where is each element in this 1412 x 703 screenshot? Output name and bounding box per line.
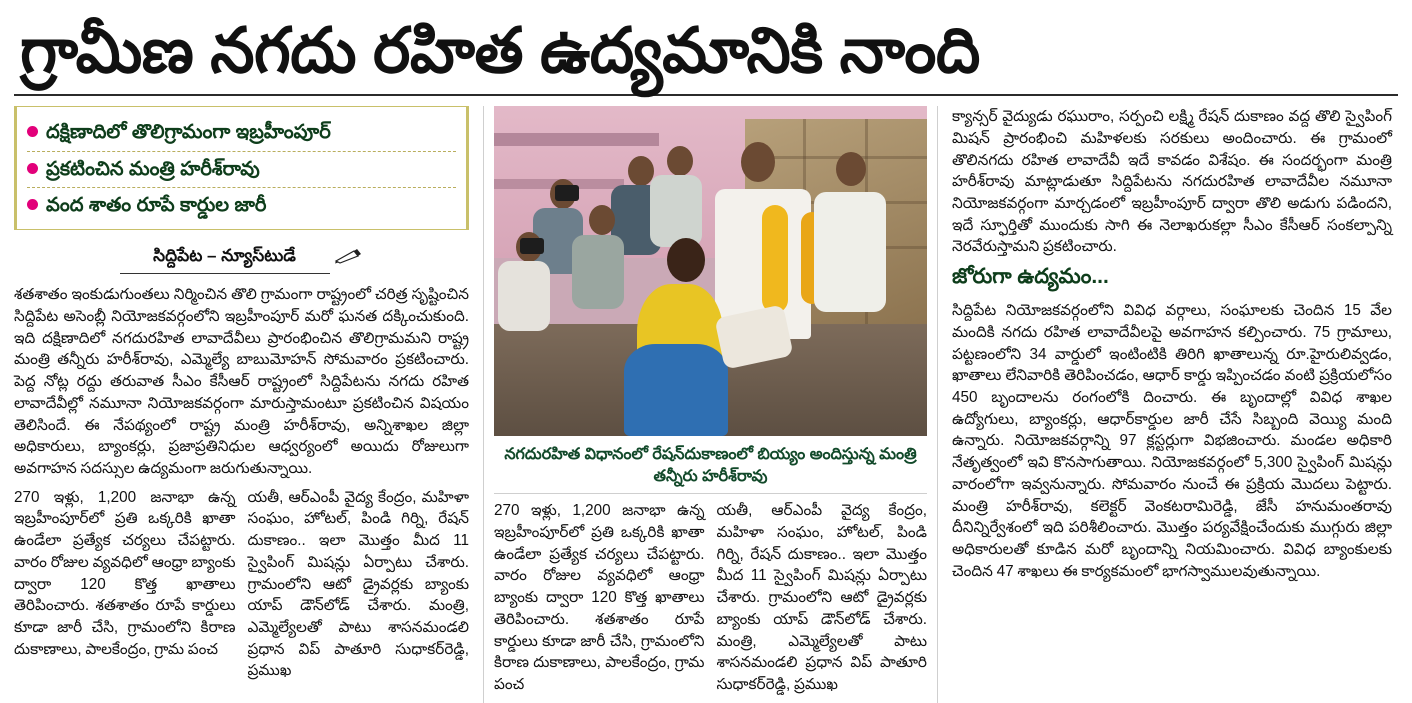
photo-caption: నగదురహిత విధానంలో రేషన్‌దుకాణంలో బియ్యం అందిస్తున్న మంత్రి తన్నీరు హరీశ్‌రావు: [504, 446, 917, 485]
middle-subcolumns: [494, 493, 927, 702]
bullet-dot-icon: [27, 163, 38, 174]
middle-column: [483, 106, 938, 703]
bullet-dot-icon: [27, 199, 38, 210]
left-subcolumn-a: [14, 487, 236, 689]
highlights-box: [14, 106, 469, 230]
paragraph: యతీ, ఆర్ఎంపీ వైద్య కేంద్రం, మహిళా సంఘం, హోటల్, పిండి గిర్ని, రేషన్‌ దుకాణం.. ఇలా మొత్తం మీద 11 స్వైపింగ్ మిషన్లు ఏర్పాటు చేశారు. గ్రామంలోని ఆటో డ్రైవర్లకు బ్యాంకు యాప్ డౌన్‌లోడ్ చేశారు. మంత్రి, ఎమ్మెల్యేలతో పాటు శాసనమండలి ప్రధాన విప్ పాతూరి సుధాకర్‌రెడ్డి, ప్రముఖ: [247, 488, 469, 680]
left-lead-paragraph: [14, 284, 469, 479]
middle-subcolumn-a: [494, 500, 705, 702]
left-subcolumns: [14, 487, 469, 689]
highlight-item: [27, 115, 456, 150]
pen-icon: [334, 248, 364, 264]
paragraph: సిద్దిపేట నియోజకవర్గంలోని వివిధ వర్గాలు, సంఘాలకు చెందిన 15 వేల మందికి నగదు రహిత లావాదేవీలపై అవగాహన కల్పించారు. 75 గ్రామాలు, పట్టణంలోని 34 వార్డులో ఇంటింటికి తిరిగి ఖాతాలున్న రూ.హైరులివ్వడం, ఖాతాలు లేనివారికి తెరిపించడం, ఆధార్ కార్డు ఇప్పించడం వంటి ప్రక్రియలోసం 450 బృందాలను రంగంలోకి దించారు. ఈ బృందాల్లో వివిధ శాఖల ఉద్యోగులు, బ్యాంకర్లు, ఆధార్‌కార్డుల జారీ చేసే సిబ్బంది వెయ్యి మంది ఉన్నారు. నియోజకవర్గాన్ని 97 క్లస్టర్లుగా విభజించారు. మండల అధికారి నేతృత్వంలో ఇవి కొనసాగుతాయి. నియోజకవర్గంలో 5,300 స్వైపింగ్ మిషన్లు వారంలోగా ఇవ్వనున్నారు. సోమవారం నుంచే ఈ ప్రక్రియ మొదలు పెట్టారు. మంత్రి హరీశ్‌రావు, కలెక్టర్ వెంకటరామిరెడ్డి, జేసీ హనుమంతరావు దీనిన్నిర్వేశంలో ఇది పరిశీలించారు. మొత్తం పర్యవేక్షించేందుకు ముగ్గురు జిల్లా అధికారులతో కూడిన మరో బృందాన్ని నియమించారు. వివిధ బ్యాంకులకు చెందిన 47 శాఖలు ఈ కార్యకమంలో భాగస్వాములవుతున్నాయి.: [952, 302, 1392, 580]
paragraph: శతశాతం ఇంకుడుగుంతలు నిర్మించిన తొలి గ్రామంగా రాష్ట్రంలో చరిత్ర సృష్టించిన సిద్దిపేట అసెంబ్లీ నియోజకవర్గంలోని ఇబ్రహీంపూర్ మరో ఘనత దక్కించుకుంది. ఇది దక్షిణాదిలో నగదురహిత లావాదేవీలు ప్రారంభించిన తొలిగ్రామమని రాష్ట్ర మంత్రి తన్నీరు హరీశ్‌రావు, ఎమ్మెల్యే బాబుమోహన్ సోమవారం ప్రకటించారు. పెద్ద నోట్ల రద్దు తరువాత సీఎం కేసీఆర్ రాష్ట్రంలో సిద్దిపేటను నగదు రహిత లావాదేవీల్లో నమూనా నియోజకవర్గంగా మారుస్తామంటూ ప్రకటించిన విషయం తెలిసిందే. ఈ నేపథ్యంలో రాష్ట్ర మంత్రి హరీశ్‌రావు, అన్నిశాఖల జిల్లా అధికారులు, బ్యాంకర్లు, ప్రజాప్రతినిధుల ఆధ్వర్యంలో అయిదు రోజులుగా అవగాహన సదస్సుల ఉద్యమంగా జరుగుతున్నాయి.: [14, 286, 469, 478]
byline-text: సిద్దిపేట – న్యూస్‌టుడే: [153, 246, 296, 266]
headline-divider: [14, 94, 1398, 96]
bullet-dot-icon: [27, 126, 38, 137]
article-columns: [14, 106, 1398, 703]
highlight-label: దక్షిణాదిలో తొలిగ్రామంగా ఇబ్రహీంపూర్: [46, 121, 331, 144]
right-column: [952, 106, 1392, 589]
highlight-item: [27, 187, 456, 223]
highlight-label: వంద శాతం రూపే కార్డుల జారీ: [46, 193, 267, 216]
left-subcolumn-b: [248, 487, 470, 689]
right-body-paragraph: [952, 300, 1392, 582]
paragraph: క్యాన్సర్ వైద్యుడు రఘురాం, సర్పంచి లక్ష్మి రేషన్ దుకాణం వద్ద తొలి స్వైపింగ్ మిషన్ ప్రారంభించి మహిళలకు సరకులు అందించారు. ఈ గ్రామంలో తొలినగదు రహిత లావాదేవీ ఇదే కావడం విశేషం. ఈ సందర్భంగా మంత్రి హరీశ్‌రావు మాట్లాడుతూ సిద్దిపేటను నగదురహిత లావాదేవీల నమూనా నియోజకవర్గంగా మార్చడంలో ఇబ్రహీంపూర్ ద్వారా తొలి అడుగు పడిందని, ఇదే స్ఫూర్తితో ముందుకు సాగి ఈ నెలాఖరుకల్లా సీఎం కేసీఆర్ సంకల్పాన్ని నెరవేరుస్తామని ప్రకటించారు.: [952, 108, 1392, 256]
section-subheading: జోరుగా ఉద్యమం...: [952, 265, 1109, 289]
paragraph: 270 ఇళ్లు, 1,200 జనాభా ఉన్న ఇబ్రహీంపూర్‌లో ప్రతి ఒక్కరికి ఖాతా ఉండేలా ప్రత్యేక చర్యలు చేపట్టారు. వారం రోజుల వ్యవధిలో ఆంధ్రా బ్యాంకు ద్వారా 120 కొత్త ఖాతాలు తెరిపించారు. శతశాతం రూపే కార్డులు కూడా జారీ చేసి, గ్రామంలోని కిరాణ దుకాణాలు, పాలకేంద్రం, గ్రామ పంచ: [14, 488, 236, 658]
highlight-item: [27, 151, 456, 187]
highlight-label: ప్రకటించిన మంత్రి హరీశ్‌రావు: [46, 157, 260, 180]
byline-underline: [120, 273, 330, 274]
byline: [14, 246, 469, 274]
paragraph: 270 ఇళ్లు, 1,200 జనాభా ఉన్న ఇబ్రహీంపూర్‌లో ప్రతి ఒక్కరికి ఖాతా ఉండేలా ప్రత్యేక చర్యలు చేపట్టారు. వారం రోజుల వ్యవధిలో ఆంధ్రా బ్యాంకు ద్వారా 120 కొత్త ఖాతాలు తెరిపించారు. శతశాతం రూపే కార్డులు కూడా జారీ చేసి, గ్రామంలోని కిరాణ దుకాణాలు, పాలకేంద్రం, గ్రామ పంచ: [494, 502, 705, 694]
middle-subcolumn-b: [717, 500, 928, 702]
left-column: [14, 106, 469, 689]
paragraph: యతీ, ఆర్ఎంపీ వైద్య కేంద్రం, మహిళా సంఘం, హోటల్, పిండి గిర్ని, రేషన్‌ దుకాణం.. ఇలా మొత్తం మీద 11 స్వైపింగ్ మిషన్లు ఏర్పాటు చేశారు. గ్రామంలోని ఆటో డ్రైవర్లకు బ్యాంకు యాప్ డౌన్‌లోడ్ చేశారు. మంత్రి, ఎమ్మెల్యేలతో పాటు శాసనమండలి ప్రధాన విప్ పాతూరి సుధాకర్‌రెడ్డి, ప్రముఖ: [716, 502, 927, 694]
article-photo: [494, 106, 927, 436]
page-headline: గ్రామీణ నగదు రహిత ఉద్యమానికి నాంది: [20, 16, 980, 86]
right-lead-paragraph: [952, 106, 1392, 258]
